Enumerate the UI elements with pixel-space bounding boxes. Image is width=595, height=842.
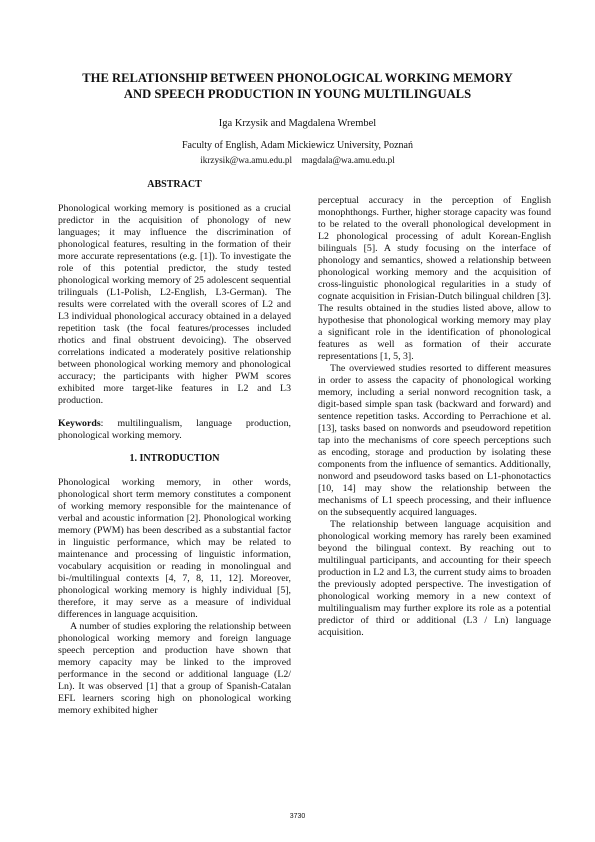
paper-title: [40, 70, 555, 102]
body-paragraph: A number of studies exploring the relationship between phonological working memory and foreign language speech perception and production have shown that memory capacity may be linked to the improved performance in the second or additional language (L2/ Ln). It was observed [1] that a group of Spanish-Catalan EFL learners scoring high on phonological working memory exhibited higher: [58, 621, 291, 716]
left-column: [58, 179, 291, 717]
keywords: [58, 418, 291, 442]
abstract-text: Phonological working memory is positioned as a crucial predictor in the acquisition of phonology of new languages; it may influence the discrimination of phonological features, resulting in the formation of their more accurate representations (e.g. [1]). To investigate the role of this potential predictor, the study tested phonological working memory of 25 adolescent sequential trilinguals (L1-Polish, L2-English, L3-German). The results were correlated with the overall scores of L2 and L3 individual phonological accuracy obtained in a delayed repetition task (the focal features/processes included rhotics and final obstruent devoicing). The observed correlations indicated a moderately positive relationship between phonological working memory and phonological accuracy; the participants with higher PWM scores exhibited more target-like features in L2 and L3 production.: [58, 203, 291, 406]
body-paragraph: The relationship between language acquisition and phonological working memory has rarely been examined beyond the bilingual context. By reaching out to multilingual participants, and accounting for their speech production in L2 and L3, the current study aims to broaden the previously adopted perspective. The investigation of phonological working memory in a new context of multilingualism may further explore its role as a potential predictor of third or additional (L3 / Ln) language acquisition.: [318, 519, 551, 638]
affiliation: Faculty of English, Adam Mickiewicz University, Poznań: [182, 140, 413, 151]
page-number: 3730: [289, 813, 306, 820]
keywords-label: Keywords: [58, 418, 101, 429]
section-heading-introduction: 1. INTRODUCTION: [129, 453, 220, 464]
body-paragraph: The overviewed studies resorted to different measures in order to assess the capacity of phonological working memory, including a serial nonword recognition task, a digit-based simple span task (backward and forward) and sentence repetition tasks. According to Perrachione et al. [13], tasks based on nonwords and pseudoword repetition tap into the mechanisms of core speech perceptions such as encoding, storage and production by isolating these components from the influence of semantics. Additionally, nonword and pseudoword tasks based on L1-phonotactics [10, 14] may show the relationship between the mechanisms of L1 speech processing, and their influence on the subsequently acquired languages.: [318, 363, 551, 518]
paper-title-line: THE RELATIONSHIP BETWEEN PHONOLOGICAL WORKING MEMORY: [82, 71, 513, 85]
body-paragraph: perceptual accuracy in the perception of English monophthongs. Further, higher storage capacity was found to be related to the overall phonological development in L2 phonological processing of adult Korean-English bilinguals [5]. A study focusing on the interface of phonology and semantics, showed a relationship between phonological working memory and the acquisition of cross-linguistic phonological regularities in a study of cognate acquisition in Frisian-Dutch bilingual children [3]. The results obtained in the studies listed above, allow to hypothesise that phonological working memory may play a significant role in the identification of phonological features as well as formation of their accurate representations [1, 5, 3].: [318, 195, 551, 362]
keywords-text: : multilingualism, language production, phonological working memory.: [58, 418, 291, 441]
email-address: magdala@wa.amu.edu.pl: [301, 155, 395, 165]
paper-title-line: AND SPEECH PRODUCTION IN YOUNG MULTILINGUALS: [123, 87, 472, 101]
email-address: ikrzysik@wa.amu.edu.pl: [200, 155, 293, 165]
emails: [40, 155, 555, 165]
right-column: [318, 195, 551, 639]
body-paragraph: Phonological working memory, in other words, phonological short term memory constitutes a component of working memory responsible for the maintenance of verbal and acoustic information [2]. Phonological working memory (PWM) has been described as a substantial factor in linguistic performance, which may be related to maintenance and processing of linguistic information, vocabulary acquisition or reading in monolingual and bi-/multilingual contexts [4, 7, 8, 11, 12]. Moreover, phonological working memory is highly individual [5], therefore, it may serve as a measure of individual differences in language acquisition.: [58, 477, 291, 620]
abstract-heading: ABSTRACT: [147, 179, 202, 190]
authors: Iga Krzysik and Magdalena Wrembel: [218, 118, 377, 129]
